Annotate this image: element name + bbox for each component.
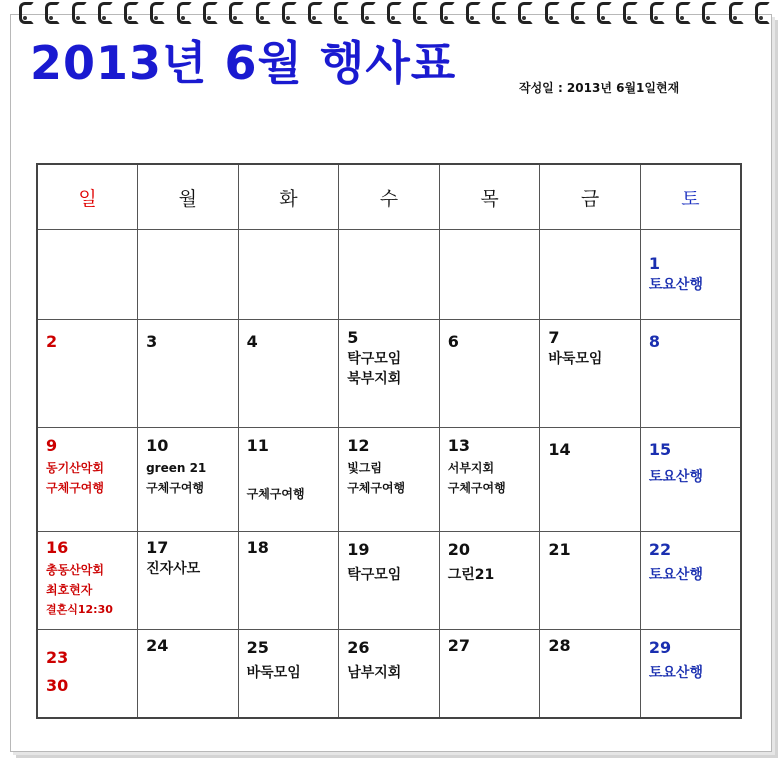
event-label: 토요산행 <box>648 469 703 486</box>
spiral-binding <box>18 0 768 28</box>
binding-ring-icon <box>570 0 584 26</box>
day-cell <box>37 230 138 320</box>
binding-ring-icon <box>622 0 636 26</box>
day-cell <box>238 230 339 320</box>
day-cell <box>439 428 540 532</box>
day-cell <box>540 428 641 532</box>
binding-ring-icon <box>517 0 531 26</box>
event-label: 탁구모임 <box>347 351 402 368</box>
day-cell <box>138 532 239 630</box>
binding-ring-icon <box>360 0 374 26</box>
day-cell <box>540 532 641 630</box>
day-cell <box>339 320 440 428</box>
event-label: 결혼식12:30 <box>46 603 113 617</box>
weekday-header-row <box>37 164 741 230</box>
day-cell <box>238 630 339 718</box>
day-cell <box>640 532 741 630</box>
weekday-friday: 금 <box>540 164 641 230</box>
day-cell <box>339 630 440 718</box>
page-title: 2013년 6월 행사표 <box>30 36 457 90</box>
day-number: 12 <box>347 436 370 456</box>
event-label: 탁구모임 <box>347 567 402 584</box>
week-row <box>37 630 741 718</box>
day-cell <box>138 320 239 428</box>
event-label: 구체구여행 <box>246 487 305 502</box>
day-number: 22 <box>648 540 672 560</box>
day-number: 18 <box>246 538 269 558</box>
binding-ring-icon <box>412 0 426 26</box>
day-cell <box>640 320 741 428</box>
binding-ring-icon <box>97 0 111 26</box>
day-cell <box>238 320 339 428</box>
day-cell <box>339 532 440 630</box>
event-label: 진자사모 <box>146 561 201 578</box>
event-label: 토요산행 <box>648 277 703 293</box>
event-label: 바둑모임 <box>246 665 301 682</box>
event-label: 구체구여행 <box>347 481 406 496</box>
binding-ring-icon <box>149 0 163 26</box>
binding-ring-icon <box>255 0 269 26</box>
day-number: 13 <box>447 436 471 456</box>
binding-ring-icon <box>123 0 137 26</box>
day-number: 16 <box>46 538 69 558</box>
day-number: 26 <box>347 638 370 658</box>
day-number: 30 <box>46 676 69 696</box>
binding-ring-icon <box>439 0 453 26</box>
event-label: 북부지회 <box>347 371 402 388</box>
week-row <box>37 428 741 532</box>
calendar-grid <box>36 163 742 719</box>
day-number: 25 <box>246 638 269 658</box>
binding-ring-icon <box>728 0 742 26</box>
day-cell <box>640 630 741 718</box>
week-row <box>37 230 741 320</box>
day-cell <box>37 532 138 630</box>
day-cell <box>640 428 741 532</box>
day-number: 29 <box>648 638 672 658</box>
day-cell <box>540 630 641 718</box>
event-label: 남부지회 <box>347 665 402 682</box>
binding-ring-icon <box>675 0 689 26</box>
binding-ring-icon <box>307 0 321 26</box>
day-cell <box>439 630 540 718</box>
weekday-wednesday: 수 <box>339 164 440 230</box>
weekday-saturday: 토 <box>640 164 741 230</box>
day-number: 6 <box>447 332 459 352</box>
binding-ring-icon <box>701 0 715 26</box>
day-cell <box>37 428 138 532</box>
day-cell <box>37 320 138 428</box>
binding-ring-icon <box>281 0 295 26</box>
day-number: 27 <box>447 636 471 656</box>
week-row <box>37 532 741 630</box>
day-number: 9 <box>46 436 58 456</box>
event-label: 총동산악회 <box>46 563 104 578</box>
event-label: 서부지회 <box>447 461 495 476</box>
day-cell <box>37 630 138 718</box>
day-cell <box>138 428 239 532</box>
day-number: 17 <box>146 538 169 558</box>
day-number: 21 <box>548 540 571 560</box>
day-cell <box>138 630 239 718</box>
event-label: 바둑모임 <box>548 351 603 368</box>
day-number: 19 <box>347 540 370 560</box>
day-cell <box>540 230 641 320</box>
binding-ring-icon <box>544 0 558 26</box>
day-cell <box>138 230 239 320</box>
date-written-note: 작성일 : 2013년 6월1일현재 <box>519 81 680 95</box>
event-label: 구체구여행 <box>447 481 506 496</box>
day-number: 23 <box>46 648 69 668</box>
day-number: 28 <box>548 636 571 656</box>
event-label: 구체구여행 <box>146 481 205 496</box>
binding-ring-icon <box>491 0 505 26</box>
day-number: 14 <box>548 440 571 460</box>
event-label: 그린21 <box>447 567 495 584</box>
event-label: 최호현자 <box>46 583 93 598</box>
day-number: 3 <box>146 332 158 352</box>
day-number: 10 <box>146 436 169 456</box>
day-number: 20 <box>447 540 471 560</box>
day-number: 7 <box>548 328 560 348</box>
day-number: 2 <box>46 332 58 352</box>
binding-ring-icon <box>754 0 768 26</box>
binding-ring-icon <box>202 0 216 26</box>
week-row <box>37 320 741 428</box>
binding-ring-icon <box>596 0 610 26</box>
binding-ring-icon <box>333 0 347 26</box>
day-number: 11 <box>246 436 269 456</box>
day-number: 1 <box>648 254 661 273</box>
day-number: 4 <box>246 332 258 352</box>
event-label: 구체구여행 <box>46 481 104 496</box>
binding-ring-icon <box>176 0 190 26</box>
day-cell <box>540 320 641 428</box>
binding-ring-icon <box>465 0 479 26</box>
day-cell <box>238 428 339 532</box>
binding-ring-icon <box>649 0 663 26</box>
binding-ring-icon <box>71 0 85 26</box>
weekday-thursday: 목 <box>439 164 540 230</box>
day-number: 8 <box>648 332 661 352</box>
binding-ring-icon <box>228 0 242 26</box>
day-cell <box>439 230 540 320</box>
weekday-monday: 월 <box>138 164 239 230</box>
event-label: 빛그림 <box>347 461 382 476</box>
event-label: green 21 <box>146 461 207 476</box>
binding-ring-icon <box>44 0 58 26</box>
day-number: 24 <box>146 636 169 656</box>
day-number: 15 <box>648 440 672 460</box>
day-cell <box>238 532 339 630</box>
weekday-tuesday: 화 <box>238 164 339 230</box>
event-label: 토요산행 <box>648 665 703 682</box>
event-label: 토요산행 <box>648 567 703 584</box>
day-cell <box>339 230 440 320</box>
binding-ring-icon <box>386 0 400 26</box>
binding-ring-icon <box>18 0 32 26</box>
day-cell <box>439 320 540 428</box>
day-cell <box>439 532 540 630</box>
event-label: 동기산악회 <box>46 461 104 476</box>
day-number: 5 <box>347 328 359 348</box>
weekday-sunday: 일 <box>37 164 138 230</box>
day-cell <box>640 230 741 320</box>
day-cell <box>339 428 440 532</box>
